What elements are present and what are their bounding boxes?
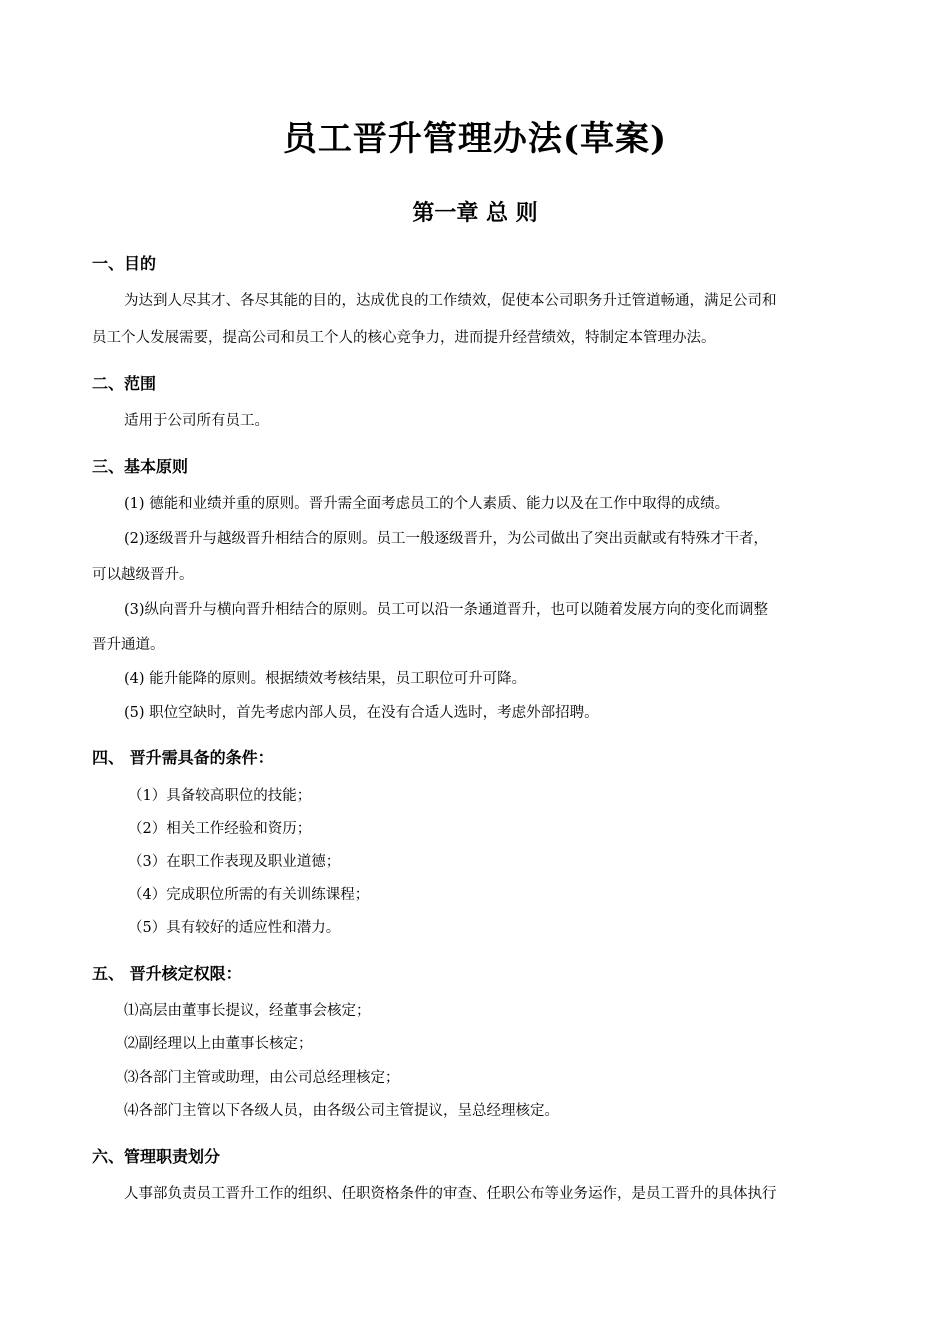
section-heading-authority: 五、 晋升核定权限： <box>92 964 242 983</box>
paragraph-line: 适用于公司所有员工。 <box>124 413 269 429</box>
authority-item: ⑴高层由董事长提议，经董事会核定； <box>124 1003 371 1019</box>
principle-item-continuation: 可以越级晋升。 <box>92 567 194 583</box>
authority-item: ⑷各部门主管以下各级人员，由各级公司主管提议，呈总经理核定。 <box>124 1103 559 1119</box>
section-heading-principles: 三、基本原则 <box>92 457 189 476</box>
principle-item-continuation: 晋升通道。 <box>92 637 165 653</box>
condition-item: （4）完成职位所需的有关训练课程； <box>128 887 370 903</box>
authority-item: ⑵副经理以上由董事长核定； <box>124 1036 313 1052</box>
principle-item: (1) 德能和业绩并重的原则。晋升需全面考虑员工的个人素质、能力以及在工作中取得的成绩。 <box>124 496 730 512</box>
condition-item: （2）相关工作经验和资历； <box>128 821 312 837</box>
paragraph-line: 员工个人发展需要，提高公司和员工个人的核心竞争力，进而提升经营绩效，特制定本管理办法。 <box>92 330 716 346</box>
condition-item: （5）具有较好的适应性和潜力。 <box>128 920 341 936</box>
principle-item: (2)逐级晋升与越级晋升相结合的原则。员工一般逐级晋升，为公司做出了突出贡献或有特殊才干者， <box>124 531 769 547</box>
paragraph-line: 人事部负责员工晋升工作的组织、任职资格条件的审查、任职公布等业务运作，是员工晋升的具体执行 <box>124 1186 777 1202</box>
section-heading-responsibilities: 六、管理职责划分 <box>92 1147 221 1166</box>
section-heading-conditions: 四、 晋升需具备的条件： <box>92 748 274 767</box>
chapter-heading: 第一章 总 则 <box>412 200 538 226</box>
section-heading-purpose: 一、目的 <box>92 254 157 273</box>
condition-item: （1）具备较高职位的技能； <box>128 788 312 804</box>
condition-item: （3）在职工作表现及职业道德； <box>128 854 341 870</box>
document-title: 员工晋升管理办法(草案) <box>282 119 668 159</box>
section-heading-scope: 二、范围 <box>92 374 157 393</box>
paragraph-line: 为达到人尽其才、各尽其能的目的，达成优良的工作绩效，促使本公司职务升迁管道畅通，满足公司和 <box>124 293 777 309</box>
principle-item: (5) 职位空缺时，首先考虑内部人员，在没有合适人选时，考虑外部招聘。 <box>124 705 599 721</box>
principle-item: (3)纵向晋升与横向晋升相结合的原则。员工可以沿一条通道晋升，也可以随着发展方向的变化而调整 <box>124 602 769 618</box>
principle-item: (4) 能升能降的原则。根据绩效考核结果，员工职位可升可降。 <box>124 671 527 687</box>
authority-item: ⑶各部门主管或助理，由公司总经理核定； <box>124 1070 400 1086</box>
